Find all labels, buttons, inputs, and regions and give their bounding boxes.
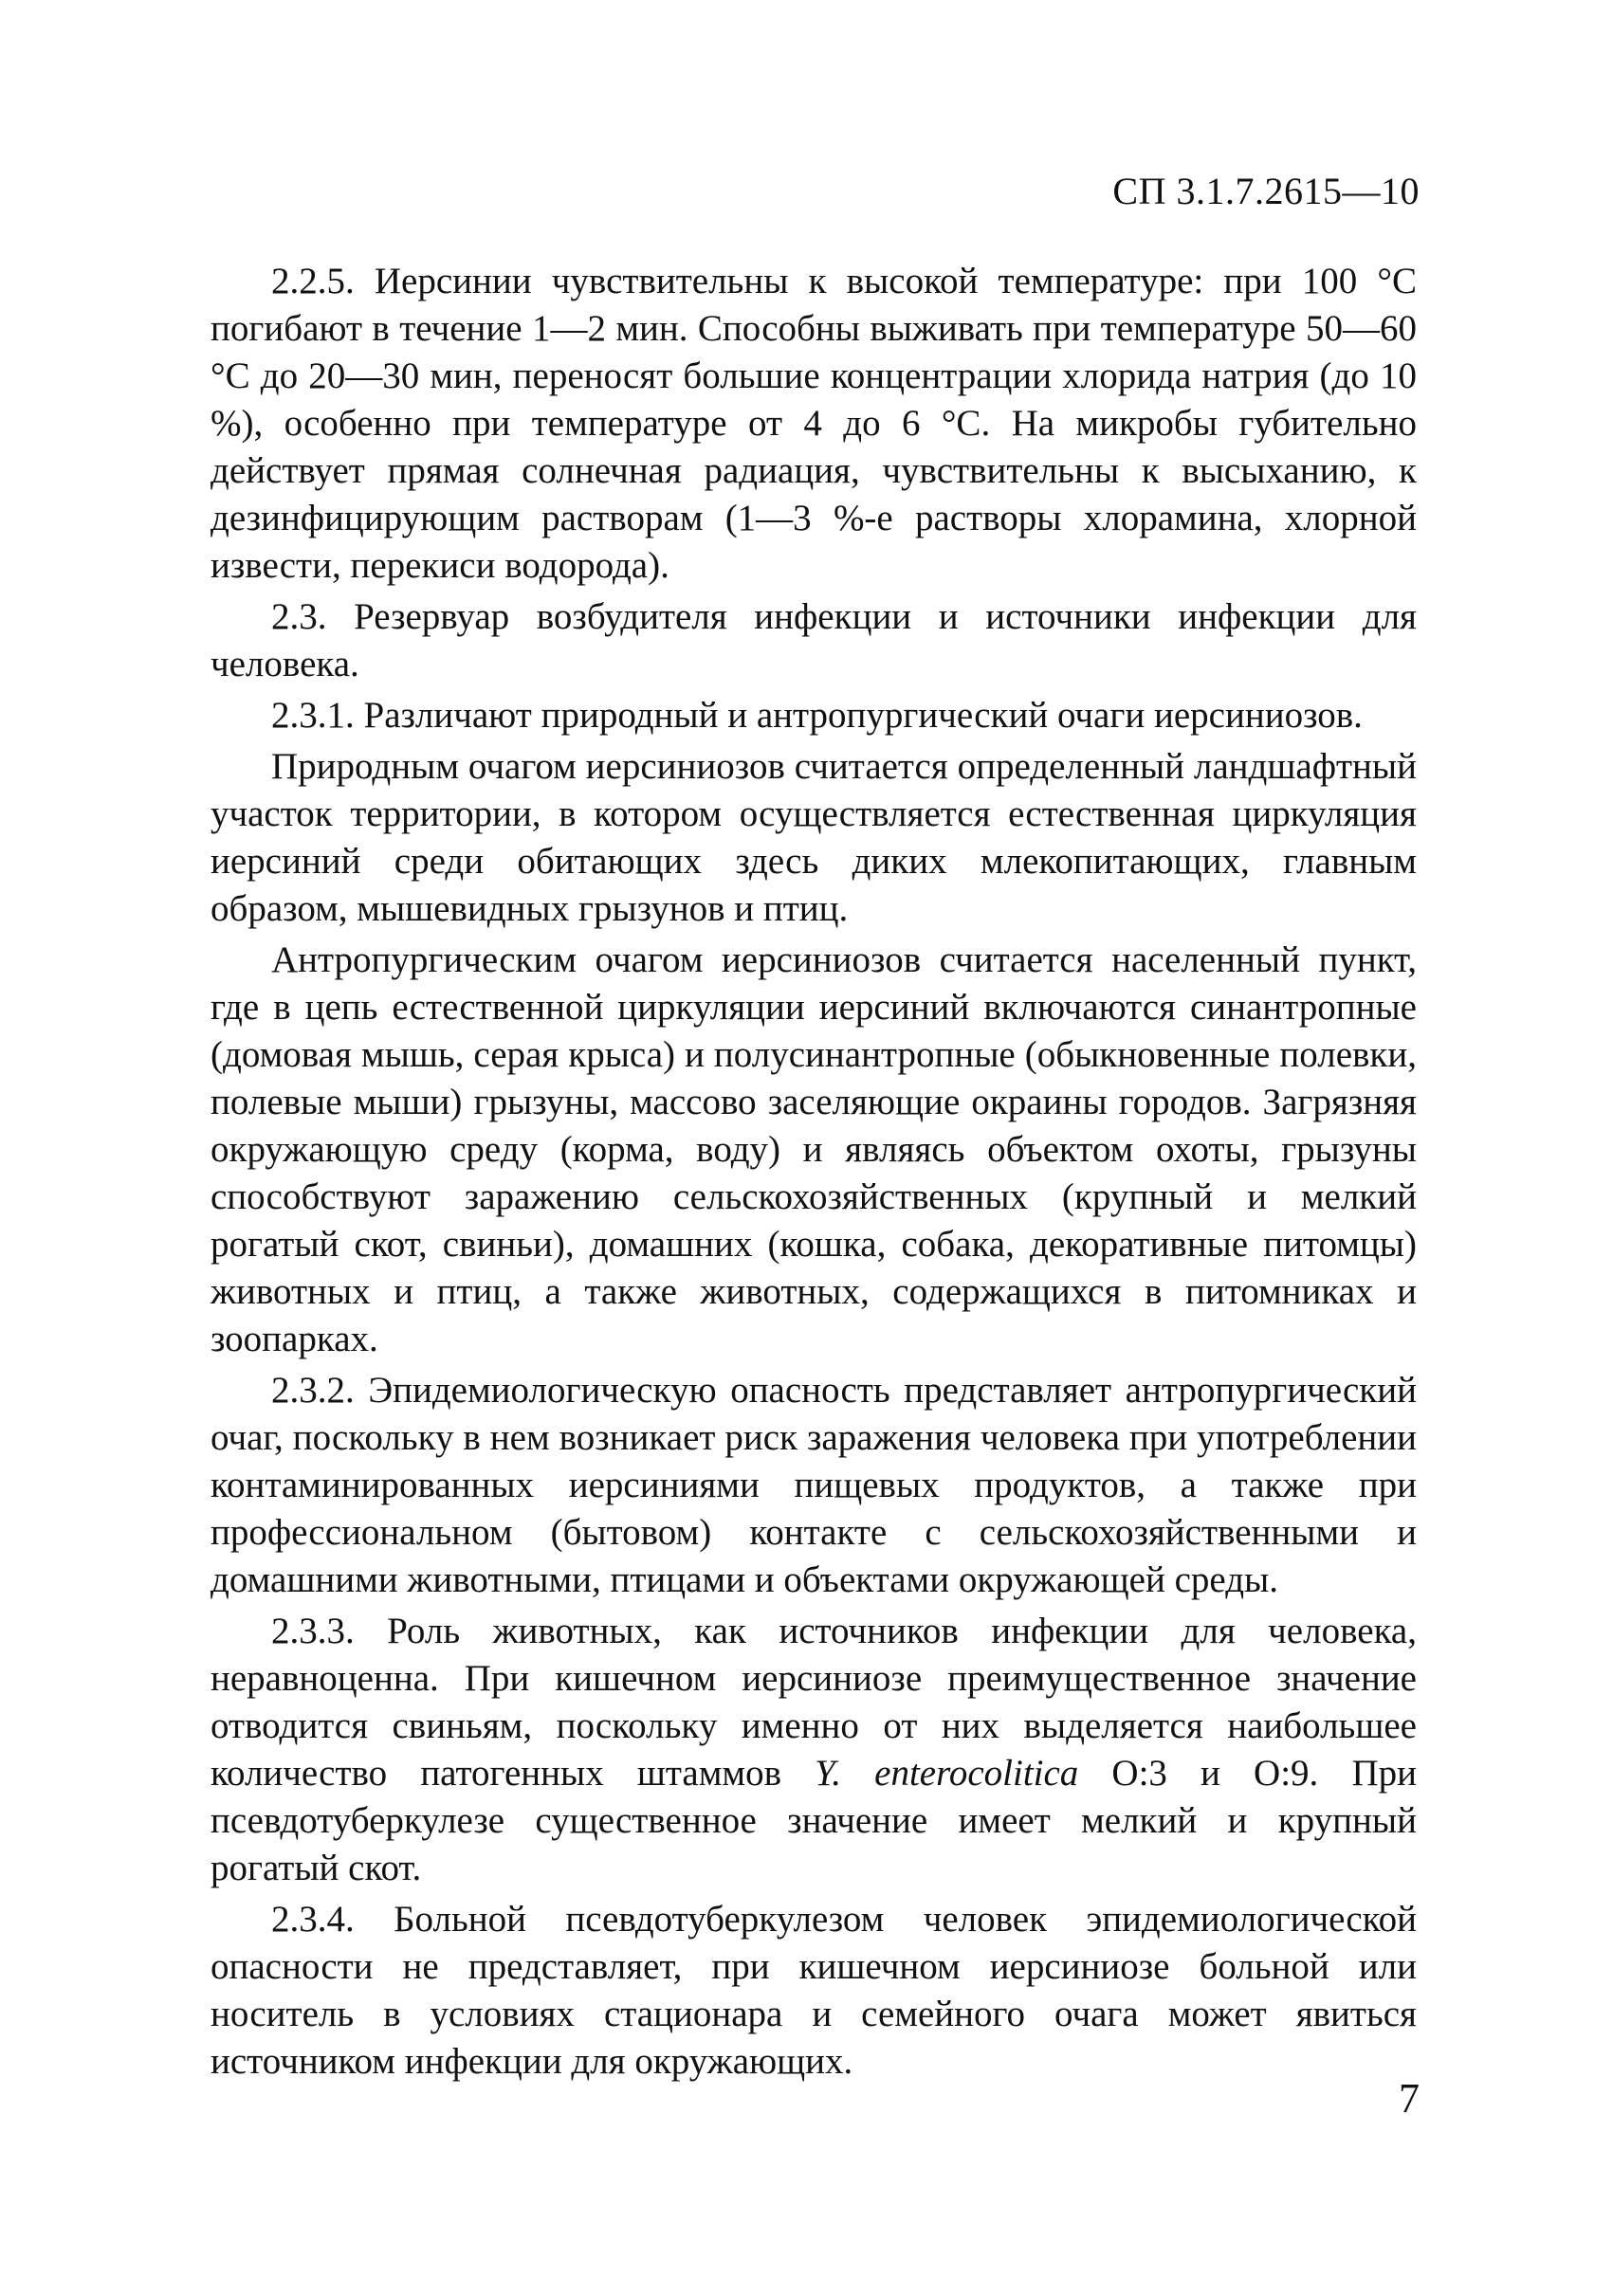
page-number: 7 [1399, 2075, 1420, 2122]
document-code-header: СП 3.1.7.2615—10 [1112, 170, 1420, 212]
paragraph-2-3-4: 2.3.4. Больной псевдотуберкулезом человек эпидемиологической опасности не представляет, при кишечном иерсиниозе больной или носитель в условиях стационара и семейного очага может явиться источником инфекции для окружающих. [211, 1899, 1417, 2082]
paragraph-2-3-3-text-before: 2.3.3. Роль животных, как источников инфекции для человека, неравноценна. При кишечном иерсиниозе преимущественное значение отводится свиньям, поскольку именно от них выделяется наибольшее количество патогенных штаммов [211, 1611, 1417, 1794]
paragraph-2-3: 2.3. Резервуар возбудителя инфекции и источники инфекции для человека. [211, 596, 1417, 684]
paragraph-natural-focus: Природным очагом иерсиниозов считается определенный ландшафтный участок территории, в котором осуществляется естественная циркуляция иерсиний среди обитающих здесь диких млекопитающих, главным образом, мышевидных грызунов и птиц. [211, 746, 1417, 929]
species-name-italic: Y. enterocolitica [815, 1753, 1079, 1794]
paragraph-2-3-3 [211, 1608, 1417, 1892]
paragraph-2-3-2: 2.3.2. Эпидемиологическую опасность представляет антропургический очаг, поскольку в нем возникает риск заражения человека при употреблении контаминированных иерсиниями пищевых продуктов, а также при профессиональном (бытовом) контакте с сельскохозяйственными и домашними животными, птицами и объектами окружающей среды. [211, 1370, 1417, 1600]
paragraph-anthropurgic-focus: Антропургическим очагом иерсиниозов считается населенный пункт, где в цепь естественной циркуляции иерсиний включаются синантропные (домовая мышь, серая крыса) и полусинантропные (обыкновенные полевки, полевые мыши) грызуны, массово заселяющие окраины городов. Загрязняя окружающую среду (корма, воду) и являясь объектом охоты, грызуны способствуют заражению сельскохозяйственных (крупный и мелкий рогатый скот, свиньи), домашних (кошка, собака, декоративные питомцы) животных и птиц, а также животных, содержащихся в питомниках и зоопарках. [211, 939, 1417, 1359]
paragraph-2-3-1: 2.3.1. Различают природный и антропургический очаги иерсиниозов. [271, 695, 1363, 736]
paragraph-2-3-3-text-after: О:3 и О:9. При псевдотуберкулезе существенное значение имеет мелкий и крупный рогатый скот. [211, 1753, 1417, 1888]
paragraph-2-2-5: 2.2.5. Иерсинии чувствительны к высокой температуре: при 100 °С погибают в течение 1—2 мин. Способны выживать при температуре 50—60 °С до 20—30 мин, переносят большие концентрации хлорида натрия (до 10 %), особенно при температуре от 4 до 6 °С. На микробы губительно действует прямая солнечная радиация, чувствительны к высыханию, к дезинфицирующим растворам (1—3 %-е растворы хлорамина, хлорной извести, перекиси водорода). [211, 261, 1417, 586]
document-body [211, 258, 1417, 2089]
